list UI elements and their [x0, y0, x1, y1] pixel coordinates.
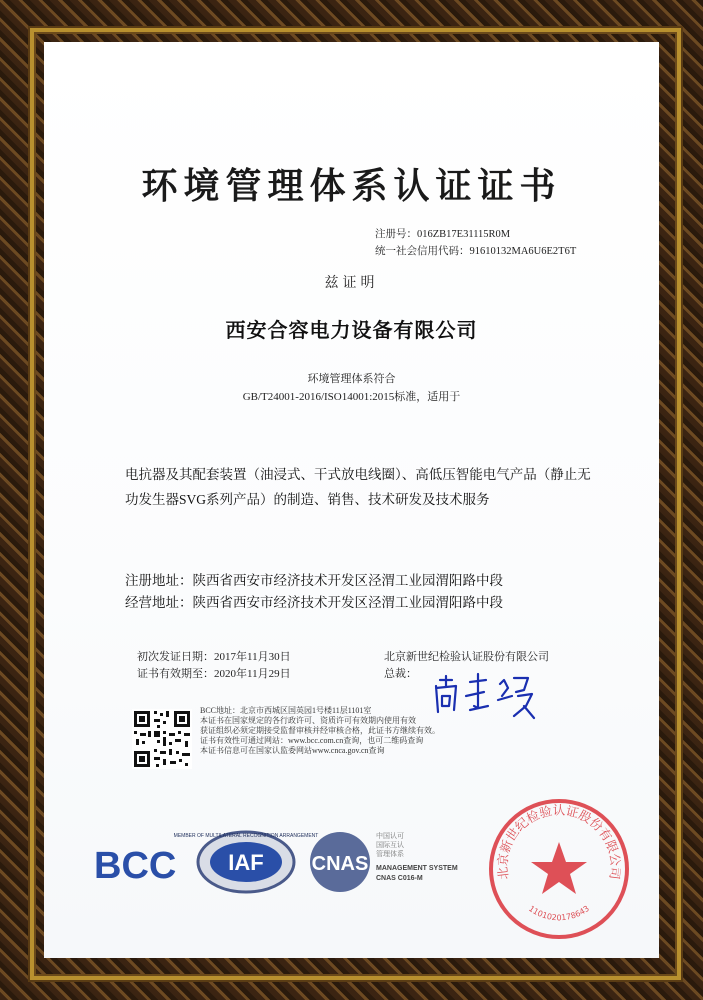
- registration-block: [375, 226, 576, 260]
- svg-text:1101020178643: 1101020178643: [527, 904, 591, 923]
- general-manager-label: 总裁：: [384, 668, 417, 680]
- accreditation-logos: [88, 826, 488, 898]
- svg-text:CNAS: CNAS: [311, 853, 369, 875]
- svg-text:BCC: BCC: [94, 845, 177, 887]
- iaf-logo: [174, 832, 319, 892]
- registration-number: 016ZB17E31115R0M: [417, 229, 511, 240]
- registered-address: 陕西省西安市经济技术开发区泾渭工业园渭阳路中段: [192, 573, 503, 588]
- certificate-title: 环境管理体系认证证书: [141, 166, 562, 206]
- issuer-name: 北京新世纪检验认证股份有限公司: [384, 651, 549, 663]
- dates-block: [137, 649, 291, 683]
- company-seal: [484, 794, 634, 944]
- valid-until-date: 2020年11月29日: [214, 668, 291, 680]
- credit-code: 91610132MA6U6E2T6T: [469, 246, 577, 257]
- bcc-note-line-5: 本证书信息可在国家认监委网站www.cnca.gov.cn查询: [200, 746, 385, 755]
- qr-code[interactable]: [132, 709, 192, 769]
- svg-text:中国认可: 中国认可: [376, 833, 404, 840]
- svg-text:管理体系: 管理体系: [376, 851, 404, 858]
- credit-code-label: 统一社会信用代码：: [375, 246, 470, 257]
- bcc-note-line-4: 证书有效性可通过网站：www.bcc.com.cn查询，也可二维码查询: [200, 736, 424, 745]
- svg-text:北京新世纪检验认证股份有限公司: 北京新世纪检验认证股份有限公司: [494, 802, 624, 881]
- conformity-line-2: GB/T24001-2016/ISO14001:2015标准，适用于: [242, 391, 461, 403]
- bcc-note-line-3: 获证组织必须定期接受监督审核并经审核合格，此证书方继续有效。: [200, 726, 440, 735]
- first-issue-date: 2017年11月30日: [214, 651, 291, 663]
- bcc-note: [200, 706, 500, 756]
- svg-text:MEMBER OF MULTILATERAL RECOGNI: MEMBER OF MULTILATERAL RECOGNITION ARRANGEMENT: [173, 833, 319, 839]
- conformity-line-1: 环境管理体系符合: [307, 373, 396, 385]
- cnas-logo: [310, 831, 458, 892]
- certificate-paper: [44, 42, 659, 958]
- svg-text:CNAS C016-M: CNAS C016-M: [376, 875, 423, 882]
- business-address-label: 经营地址：: [125, 595, 193, 610]
- svg-text:MANAGEMENT SYSTEM: MANAGEMENT SYSTEM: [376, 865, 458, 872]
- conformity-statement: [44, 370, 659, 406]
- bcc-note-line-2: 本证书在国家规定的各行政许可、资质许可有效期内使用有效: [200, 716, 416, 725]
- registration-label: 注册号：: [375, 229, 417, 240]
- certification-scope: 电抗器及其配套装置（油浸式、干式放电线圈）、高低压智能电气产品（静止无功发生器SVG系列产品）的制造、销售、技术研发及技术服务: [125, 467, 591, 507]
- bcc-note-line-1: BCC地址：北京市西城区国英园1号楼11层1101室: [200, 706, 372, 715]
- svg-text:国际互认: 国际互认: [376, 842, 404, 849]
- bcc-logo: [94, 845, 176, 887]
- business-address: 陕西省西安市经济技术开发区泾渭工业园渭阳路中段: [192, 595, 503, 610]
- first-issue-label: 初次发证日期：: [137, 651, 214, 663]
- address-block: [125, 570, 503, 614]
- svg-text:IAF: IAF: [228, 850, 264, 875]
- hereby-text: 兹证明: [324, 276, 379, 291]
- valid-until-label: 证书有效期至：: [137, 668, 214, 680]
- registered-address-label: 注册地址：: [125, 573, 193, 588]
- company-name: 西安合容电力设备有限公司: [225, 320, 478, 342]
